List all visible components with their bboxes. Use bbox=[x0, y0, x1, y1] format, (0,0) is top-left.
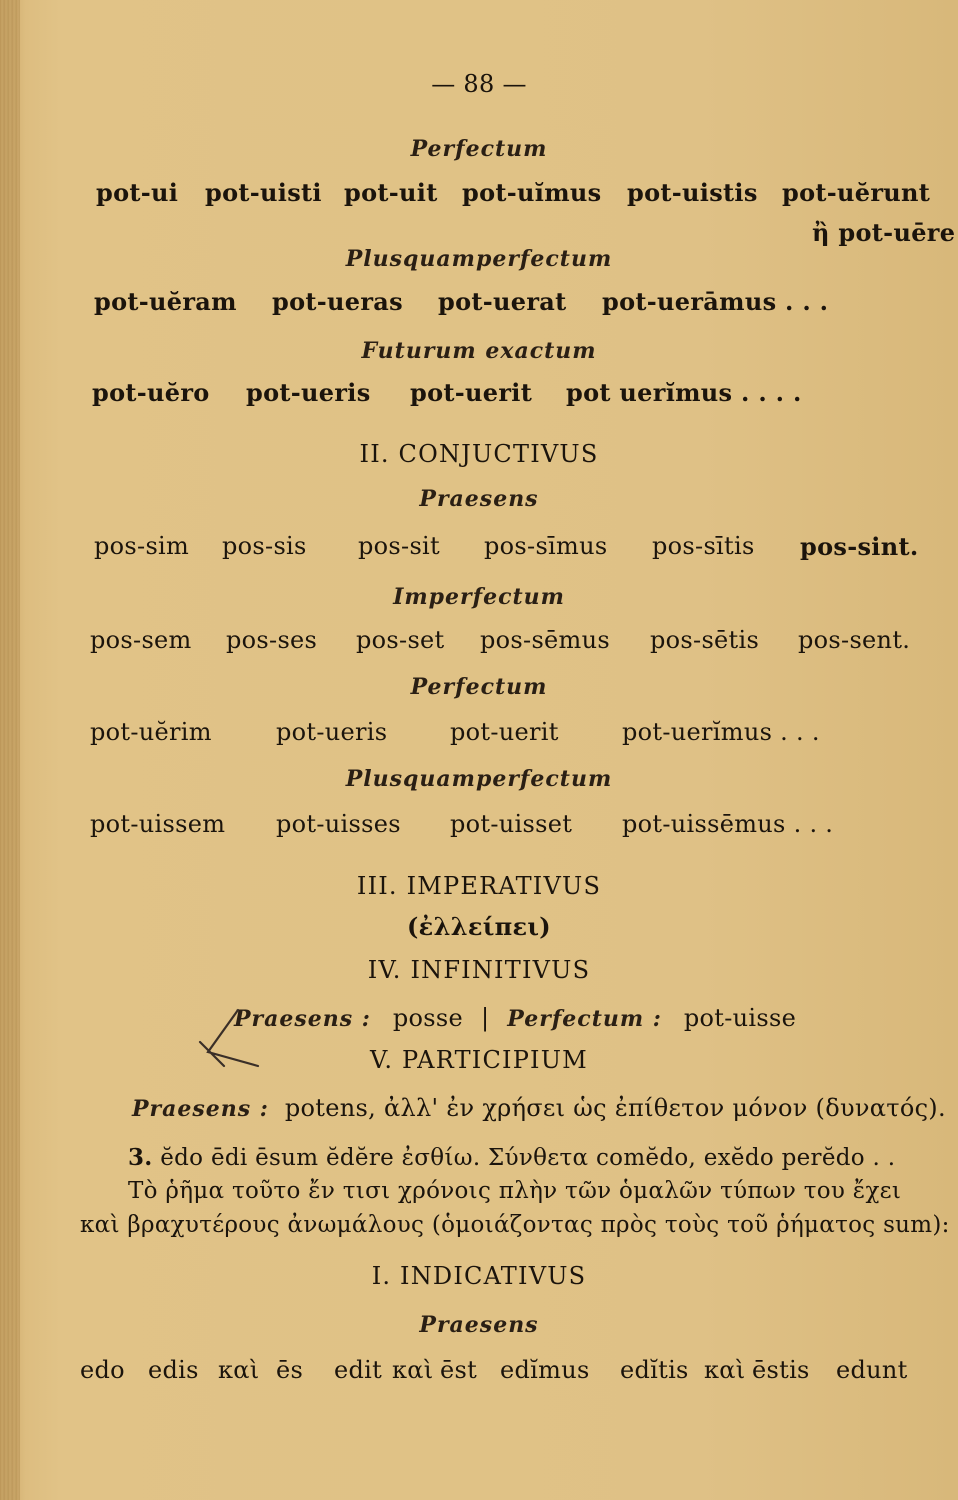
infinitivus-perfectum-label: Perfectum : bbox=[507, 1006, 662, 1032]
form: καὶ bbox=[392, 1356, 434, 1384]
form: pot-uisses bbox=[276, 810, 401, 838]
form: pos-set bbox=[356, 626, 445, 654]
form: ēstis bbox=[752, 1356, 810, 1384]
separator: | bbox=[480, 1004, 490, 1032]
form: pot-uerāmus . . . bbox=[602, 287, 829, 316]
infinitivus-perfectum-value: pot-uisse bbox=[683, 1004, 797, 1032]
infinitivus-heading: IV. INFINITIVUS bbox=[367, 956, 591, 984]
form: pot-uĕro bbox=[92, 378, 210, 407]
form: ēst bbox=[440, 1356, 478, 1384]
participium-text: potens, ἀλλ' ἐν χρήσει ὡς ἐπίθετον μόνον (δυνατός). bbox=[284, 1094, 946, 1122]
form: edĭtis bbox=[620, 1356, 689, 1384]
form: pot-uĭmus bbox=[462, 178, 602, 207]
perfectum-alt: ἢ pot-uēre bbox=[812, 218, 956, 247]
participium-row bbox=[132, 1094, 946, 1122]
form: pos-sītis bbox=[652, 532, 755, 560]
form: pot-ueris bbox=[246, 378, 371, 407]
form: edo bbox=[80, 1356, 125, 1384]
form: edĭmus bbox=[500, 1356, 590, 1384]
section3-line1 bbox=[128, 1144, 895, 1171]
infinitivus-praesens-value: posse bbox=[392, 1004, 464, 1032]
form: pot-uĕram bbox=[94, 287, 237, 316]
form: edis bbox=[148, 1356, 199, 1384]
form: pos-sīmus bbox=[484, 532, 608, 560]
infinitivus-row bbox=[234, 1004, 796, 1032]
plusquamperfectum-row bbox=[0, 287, 958, 321]
form: pot-uistis bbox=[627, 178, 758, 207]
conj-imperfectum-row bbox=[0, 626, 958, 660]
form: pos-ses bbox=[226, 626, 318, 654]
form: pot-uĕrim bbox=[90, 718, 212, 746]
form: pot-uerit bbox=[450, 718, 559, 746]
form: pot-uit bbox=[344, 178, 438, 207]
section3-line2: Τὸ ῥῆμα τοῦτο ἔν τισι χρόνοις πλὴν τῶν ὁμαλῶν τύπων του ἔχει bbox=[128, 1178, 902, 1204]
form: pos-sim bbox=[94, 532, 190, 560]
form: pot-uerĭmus . . . bbox=[622, 718, 820, 746]
plusquamperfectum-title: Plusquamperfectum bbox=[345, 246, 613, 272]
form: pos-sēmus bbox=[480, 626, 610, 654]
form: edunt bbox=[836, 1356, 908, 1384]
section3-number: 3. bbox=[128, 1144, 153, 1171]
indicativus-heading: I. INDICATIVUS bbox=[371, 1262, 587, 1290]
conj-plusquamperfectum-row bbox=[0, 810, 958, 844]
form: pot-ui bbox=[96, 178, 179, 207]
form: pot-uĕrunt bbox=[782, 178, 931, 207]
conj-perfectum-title: Perfectum bbox=[410, 674, 548, 700]
form: pot-ueras bbox=[272, 287, 403, 316]
imperativus-note: (ἐλλείπει) bbox=[407, 912, 551, 941]
form: pos-sis bbox=[222, 532, 307, 560]
indicativus-praesens-title: Praesens bbox=[419, 1312, 539, 1338]
form: pos-sint. bbox=[800, 532, 919, 561]
form: pot uerĭmus . . . . bbox=[566, 378, 802, 407]
conj-plusquamperfectum-title: Plusquamperfectum bbox=[345, 766, 613, 792]
form: pot-uisti bbox=[205, 178, 322, 207]
participium-heading: V. PARTICIPIUM bbox=[370, 1046, 588, 1074]
participium-label: Praesens : bbox=[132, 1096, 269, 1122]
form: ēs bbox=[276, 1356, 304, 1384]
form: pot-uerat bbox=[438, 287, 567, 316]
perfectum-title: Perfectum bbox=[410, 136, 548, 162]
section3-line3: καὶ βραχυτέρους ἀνωμάλους (ὁμοιάζοντας πρὸς τοὺς τοῦ ῥήματος sum): bbox=[80, 1212, 950, 1238]
form: pot-ueris bbox=[276, 718, 388, 746]
form: pos-sētis bbox=[650, 626, 760, 654]
form: pot-uisset bbox=[450, 810, 573, 838]
form: pot-uerit bbox=[410, 378, 533, 407]
form: pot-uissēmus . . . bbox=[622, 810, 834, 838]
form: pos-sem bbox=[90, 626, 192, 654]
imperativus-heading: III. IMPERATIVUS bbox=[356, 872, 602, 900]
futurum-exactum-title: Futurum exactum bbox=[361, 338, 597, 364]
perfectum-row bbox=[0, 178, 958, 212]
conj-praesens-row bbox=[0, 532, 958, 566]
section3-verb-forms: ĕdo ēdi ēsum ĕdĕre ἐσθίω. Σύνθετα comĕdo, exĕdo perĕdo . . bbox=[160, 1145, 896, 1171]
futurum-exactum-row bbox=[0, 378, 958, 412]
form: pos-sit bbox=[358, 532, 440, 560]
conjunctivus-heading: II. CONJUCTIVUS bbox=[359, 440, 599, 468]
form: καὶ bbox=[704, 1356, 746, 1384]
page-number: — 88 — bbox=[431, 70, 527, 98]
form: pos-sent. bbox=[798, 626, 911, 654]
form: edit bbox=[334, 1356, 383, 1384]
conj-praesens-title: Praesens bbox=[419, 486, 539, 512]
form: καὶ bbox=[218, 1356, 260, 1384]
form: pot-uissem bbox=[90, 810, 226, 838]
conj-imperfectum-title: Imperfectum bbox=[393, 584, 565, 610]
indicativus-praesens-row bbox=[0, 1356, 958, 1390]
conj-perfectum-row bbox=[0, 718, 958, 752]
infinitivus-praesens-label: Praesens : bbox=[234, 1006, 371, 1032]
